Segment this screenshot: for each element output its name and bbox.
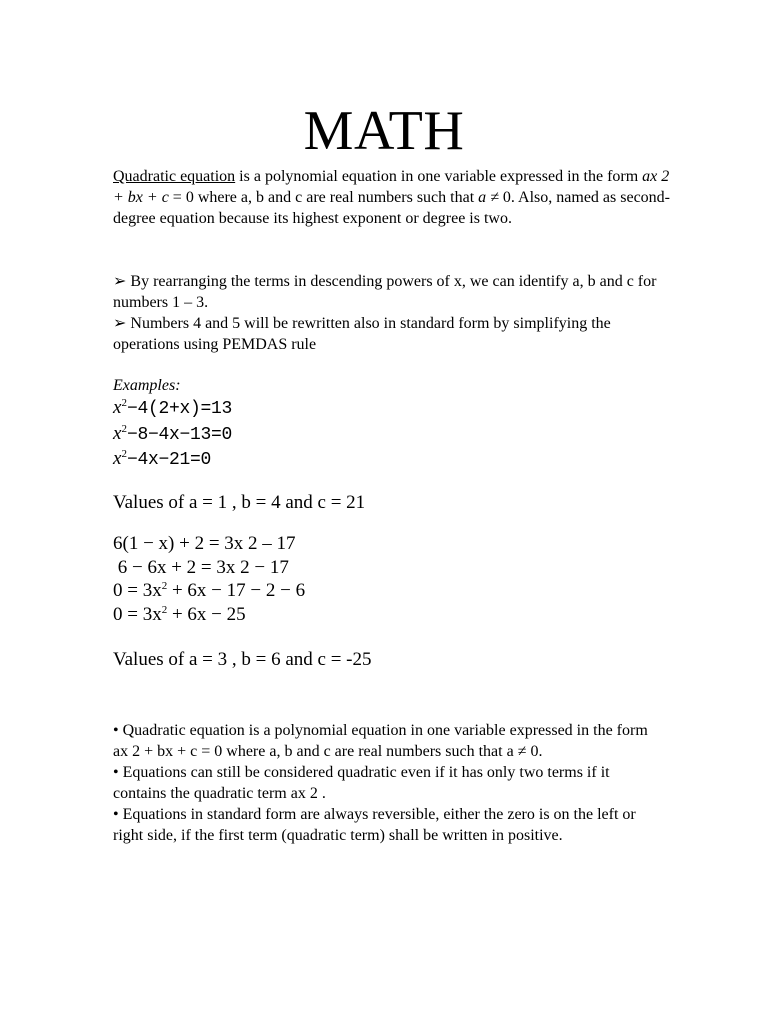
intro-text-1: is a polynomial equation in one variable expressed in the form <box>235 168 643 185</box>
example-1-values: Values of a = 1 , b = 4 and c = 21 <box>113 492 366 513</box>
eq-part: + 6x − 17 − 2 − 6 <box>167 580 306 601</box>
term-quadratic-equation: Quadratic equation <box>113 168 236 185</box>
example-2-line-4 <box>113 603 673 627</box>
example-1-line-3 <box>113 447 673 473</box>
dot-bullet-list <box>113 720 661 846</box>
arrow-bullet-list <box>113 271 673 355</box>
intro-text-3: 0. Also, named as second-degree equation because its highest exponent or degree is two. <box>113 189 670 227</box>
intro-paragraph <box>113 166 673 229</box>
dot-bullet-1: • Quadratic equation is a polynomial equation in one variable expressed in the form ax 2 + bx + c = 0 where a, b and c are real numbers such that a ≠ 0. <box>113 722 648 760</box>
eq-variable: x <box>113 397 122 418</box>
example-2-values: Values of a = 3 , b = 6 and c = -25 <box>113 649 372 670</box>
example-2-line-3 <box>113 579 673 603</box>
example-2-line-1: 6(1 − x) + 2 = 3x 2 – 17 <box>113 533 296 554</box>
page-title: MATH <box>303 100 465 162</box>
arrow-bullet-1: ➢ By rearranging the terms in descending powers of x, we can identify a, b and c for numbers 1 – 3. <box>113 273 657 311</box>
eq-variable: x <box>113 448 122 469</box>
intro-condition: a ≠ <box>478 189 499 206</box>
arrow-bullet-2: ➢ Numbers 4 and 5 will be rewritten also in standard form by simplifying the operations using PEMDAS rule <box>113 315 611 353</box>
example-1-equations <box>113 396 673 473</box>
eq-exponent: 2 <box>161 580 168 592</box>
eq-exponent: 2 <box>121 422 127 435</box>
eq-part: 0 = 3x <box>113 603 162 625</box>
intro-formula: ax 2 + bx + c <box>113 168 670 206</box>
eq-exponent: 2 <box>121 448 127 460</box>
intro-text-2: = 0 where a, b and c are real numbers such that <box>168 189 479 206</box>
example-2-line-2: 6 − 6x + 2 = 3x 2 − 17 <box>113 556 289 578</box>
eq-rest: −4x−21=0 <box>126 450 211 470</box>
example-2-equations <box>113 532 673 626</box>
dot-bullet-2: • Equations can still be considered quadratic even if it has only two terms if it contains the quadratic term ax 2 . <box>113 764 610 802</box>
eq-rest: −8−4x−13=0 <box>126 424 232 445</box>
example-1-line-1 <box>113 396 673 422</box>
eq-variable: x <box>113 422 122 444</box>
eq-part: 0 = 3x <box>113 580 162 601</box>
eq-exponent: 2 <box>161 603 168 616</box>
example-1-line-2 <box>113 422 673 448</box>
eq-exponent: 2 <box>121 397 127 409</box>
eq-rest: −4(2+x)=13 <box>126 399 232 419</box>
dot-bullet-3: • Equations in standard form are always reversible, either the zero is on the left or right side, if the first term (quadratic term) shall be written in positive. <box>113 806 636 844</box>
eq-part: + 6x − 25 <box>167 603 246 625</box>
examples-label: Examples: <box>113 377 181 394</box>
